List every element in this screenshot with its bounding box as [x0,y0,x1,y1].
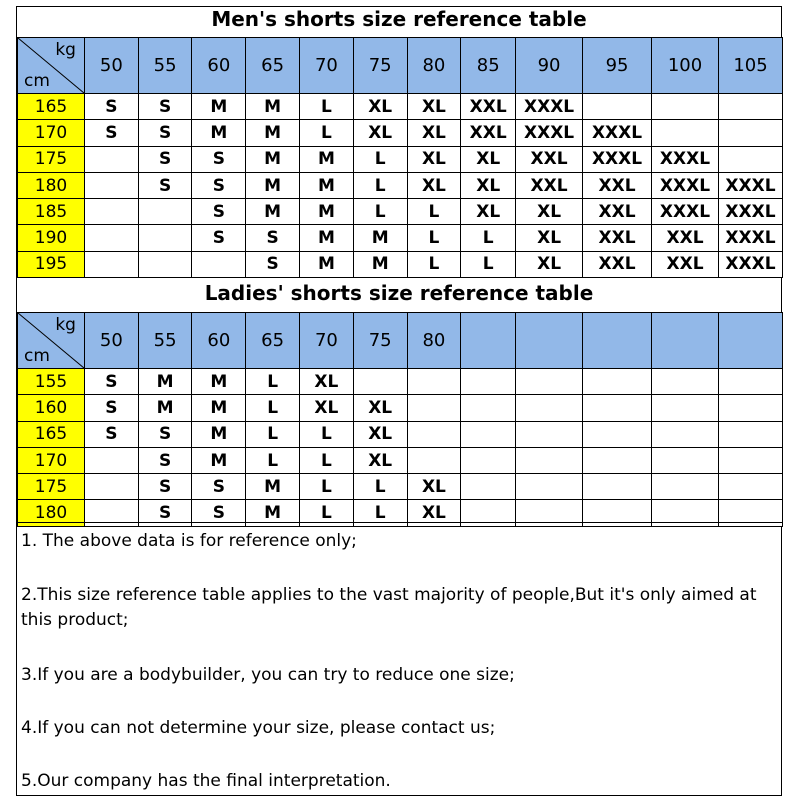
size-cell: L [353,199,407,225]
size-cell: L [246,447,300,473]
size-cell [461,395,516,421]
height-cell: 165 [18,421,85,447]
size-cell: M [353,225,407,251]
ladies-size-table [17,312,783,527]
size-cell: L [300,421,354,447]
ladies-table-title: Ladies' shorts size reference table [204,281,594,305]
weight-header: 70 [300,38,354,94]
height-cell: 180 [18,500,85,526]
size-cell [718,94,782,120]
size-cell: S [138,421,192,447]
size-cell: M [246,94,300,120]
size-cell [652,120,719,146]
size-cell: S [192,172,246,198]
height-cell: 175 [18,474,85,500]
size-cell: L [300,94,354,120]
weight-header: 75 [353,38,407,94]
size-cell [407,369,461,395]
size-cell [138,225,192,251]
corner-cm-label: cm [24,71,50,91]
ladies-corner-cell [18,313,85,369]
table-row [18,447,783,473]
size-cell: S [84,369,138,395]
size-cell: XXL [652,251,719,277]
size-cell: M [246,474,300,500]
weight-header: 105 [718,38,782,94]
weight-header: 60 [192,313,246,369]
table-row [18,225,783,251]
size-cell: S [192,225,246,251]
corner-kg-label: kg [55,315,76,335]
weight-header: 65 [246,313,300,369]
size-cell: S [84,395,138,421]
size-cell: S [138,94,192,120]
size-cell: XXL [583,199,652,225]
size-cell: XL [407,500,461,526]
size-cell: M [300,172,354,198]
size-cell [516,395,583,421]
size-cell [652,421,719,447]
size-cell: S [138,172,192,198]
size-cell: L [246,369,300,395]
size-cell: XL [353,395,407,421]
size-cell [652,474,719,500]
size-cell [652,94,719,120]
size-cell: XXL [516,172,583,198]
size-cell: XL [407,94,461,120]
size-cell [652,395,719,421]
men-corner-cell [18,38,85,94]
size-cell: XXXL [652,146,719,172]
size-cell [84,172,138,198]
height-cell: 195 [18,251,85,277]
size-cell [583,94,652,120]
height-cell: 170 [18,447,85,473]
size-cell: M [300,251,354,277]
note-4: 4.If you can not determine your size, please contact us; [21,718,496,738]
size-cell [407,447,461,473]
size-cell [138,251,192,277]
weight-header: 70 [300,313,354,369]
size-cell: XXXL [718,225,782,251]
size-cell [353,369,407,395]
size-cell: M [300,225,354,251]
size-cell [461,447,516,473]
size-cell: M [192,395,246,421]
weight-header: 80 [407,313,461,369]
size-cell: L [246,395,300,421]
size-cell: XXL [583,225,652,251]
size-cell: XXXL [516,94,583,120]
weight-header: 55 [138,313,192,369]
note-1: 1. The above data is for reference only; [21,531,357,551]
size-chart [16,6,782,796]
size-cell: XXXL [652,199,719,225]
size-cell: XL [516,251,583,277]
size-cell: XXXL [583,146,652,172]
size-cell: S [192,474,246,500]
size-cell: S [138,474,192,500]
size-cell: M [246,500,300,526]
size-cell [461,474,516,500]
size-cell: M [192,94,246,120]
size-cell [516,369,583,395]
note-2: 2.This size reference table applies to the vast majority of people,But it's only aimed at this product; [21,585,757,630]
size-cell: L [461,251,516,277]
weight-header [583,313,652,369]
size-cell: L [246,421,300,447]
size-cell [84,146,138,172]
size-cell [718,447,782,473]
size-cell: XL [407,120,461,146]
table-row [18,395,783,421]
size-cell: L [353,500,407,526]
size-cell: XXXL [583,120,652,146]
size-cell: XXL [583,251,652,277]
size-cell: S [138,447,192,473]
size-cell: S [138,500,192,526]
weight-header: 60 [192,38,246,94]
table-row [18,199,783,225]
size-cell [407,395,461,421]
size-cell [583,474,652,500]
size-cell: XXL [652,225,719,251]
size-cell: L [353,172,407,198]
size-cell: XL [461,146,516,172]
table-row [18,94,783,120]
size-cell: M [192,369,246,395]
size-cell: M [192,447,246,473]
size-cell: XL [516,225,583,251]
weight-header: 100 [652,38,719,94]
size-cell: M [246,199,300,225]
size-cell [718,146,782,172]
size-cell: L [353,146,407,172]
table-row [18,421,783,447]
weight-header: 50 [84,38,138,94]
size-cell: XL [407,474,461,500]
size-cell: L [461,225,516,251]
size-cell [583,421,652,447]
size-cell: M [246,146,300,172]
size-cell: XXXL [718,172,782,198]
size-cell: XL [353,447,407,473]
table-row [18,474,783,500]
size-cell: M [246,172,300,198]
size-cell [461,369,516,395]
size-cell: S [84,94,138,120]
size-cell: XL [300,369,354,395]
table-row [18,369,783,395]
weight-header: 80 [407,38,461,94]
size-cell [718,474,782,500]
size-cell: XXXL [652,172,719,198]
size-cell: M [192,120,246,146]
size-cell [652,369,719,395]
size-cell: S [192,146,246,172]
note-3: 3.If you are a bodybuilder, you can try to reduce one size; [21,665,515,685]
size-cell [718,369,782,395]
table-row [18,172,783,198]
size-cell: S [84,120,138,146]
size-cell: S [84,421,138,447]
size-cell: M [138,395,192,421]
size-cell [583,369,652,395]
size-cell: XL [516,199,583,225]
size-cell: M [300,199,354,225]
size-cell: S [246,251,300,277]
size-cell: L [300,120,354,146]
weight-header: 75 [353,313,407,369]
corner-kg-label: kg [55,40,76,60]
size-cell: L [300,474,354,500]
size-cell: S [138,120,192,146]
size-cell: M [246,120,300,146]
size-cell [407,421,461,447]
weight-header: 55 [138,38,192,94]
size-cell: M [192,421,246,447]
size-cell [718,421,782,447]
size-cell: XXL [516,146,583,172]
size-cell: L [407,199,461,225]
size-cell [583,447,652,473]
size-cell [84,474,138,500]
size-cell: XXXL [718,251,782,277]
size-cell [138,199,192,225]
size-cell: L [407,251,461,277]
height-cell: 155 [18,369,85,395]
weight-header: 85 [461,38,516,94]
size-cell [652,447,719,473]
notes-section [17,522,783,797]
size-cell [516,421,583,447]
weight-header: 90 [516,38,583,94]
size-cell [516,447,583,473]
size-cell: XXL [583,172,652,198]
size-cell [718,120,782,146]
size-cell: M [138,369,192,395]
size-cell: L [300,500,354,526]
size-cell: XL [461,172,516,198]
size-cell: S [192,500,246,526]
weight-header [461,313,516,369]
weight-header [718,313,782,369]
size-cell [583,395,652,421]
size-cell: M [300,146,354,172]
men-header-row [18,38,783,94]
men-table-title: Men's shorts size reference table [211,7,587,31]
size-cell [84,447,138,473]
weight-header [516,313,583,369]
size-cell [84,199,138,225]
weight-header: 65 [246,38,300,94]
size-cell [516,474,583,500]
men-table-body [18,38,783,278]
table-row [18,251,783,277]
ladies-table-body [18,313,783,527]
size-cell [461,421,516,447]
size-cell: XL [353,120,407,146]
table-row [18,146,783,172]
size-cell [84,225,138,251]
size-cell: S [192,199,246,225]
men-size-table [17,37,783,278]
size-cell: XXL [461,94,516,120]
height-cell: 165 [18,94,85,120]
note-5: 5.Our company has the final interpretation. [21,771,391,791]
size-cell [84,251,138,277]
size-cell: XL [407,146,461,172]
weight-header: 50 [84,313,138,369]
size-cell: XXL [461,120,516,146]
size-cell: L [300,447,354,473]
size-cell: XL [353,421,407,447]
weight-header: 95 [583,38,652,94]
size-cell: XL [300,395,354,421]
table-row [18,120,783,146]
height-cell: 160 [18,395,85,421]
size-cell: XXXL [516,120,583,146]
size-cell: XL [353,94,407,120]
size-cell [192,251,246,277]
size-cell: XXXL [718,199,782,225]
corner-cm-label: cm [24,346,50,366]
weight-header [652,313,719,369]
size-cell: L [407,225,461,251]
size-cell: XL [461,199,516,225]
size-cell [718,395,782,421]
height-cell: 170 [18,120,85,146]
height-cell: 180 [18,172,85,198]
height-cell: 185 [18,199,85,225]
size-cell: M [353,251,407,277]
size-cell: S [138,146,192,172]
ladies-header-row [18,313,783,369]
height-cell: 175 [18,146,85,172]
size-cell: S [246,225,300,251]
size-cell: XL [407,172,461,198]
size-cell: L [353,474,407,500]
height-cell: 190 [18,225,85,251]
